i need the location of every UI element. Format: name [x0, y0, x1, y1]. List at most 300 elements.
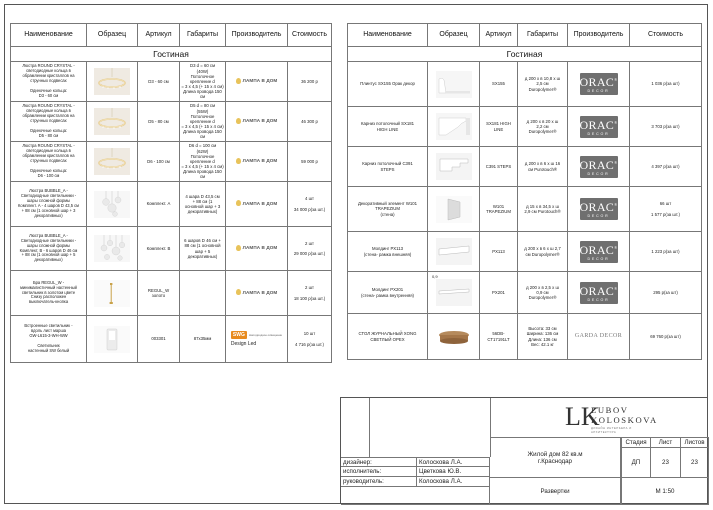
item-size-line: Потолочное крепление d	[190, 153, 215, 164]
table-header-row	[348, 24, 702, 47]
orac-decor-logo	[580, 282, 618, 304]
item-name-line: Комплект. B - 6 шаров D 46 см	[19, 247, 78, 253]
item-name-line: + 88 см (1 основной шар + 5	[21, 252, 76, 258]
item-article	[480, 107, 518, 147]
item-name-line: струнных подвесах	[30, 158, 67, 164]
orac-wordmark	[580, 241, 618, 257]
item-name-line: обрамлении кристаллов на	[22, 153, 75, 159]
product-photo	[436, 279, 472, 306]
orac-reg: ®	[614, 244, 618, 250]
item-size	[180, 102, 226, 142]
item-size-line: 4 шара D 43,5 см	[185, 193, 220, 199]
item-size-line: Ширина: 136 см	[526, 331, 559, 337]
item-cost-line: 1 577 р(за шт.)	[651, 211, 680, 217]
product-photo	[436, 71, 472, 98]
item-size-line: 2,5 см	[536, 81, 549, 87]
orac-reg: ®	[614, 77, 618, 82]
table-row	[348, 62, 702, 107]
item-cost	[630, 147, 702, 187]
profile-dimension: 0,9	[432, 274, 438, 279]
item-name-line: (стена- рамка внутренняя)	[361, 292, 414, 298]
sheets-value: 23	[681, 448, 709, 478]
item-name-line: Люстра ROUND CRYSTAL -	[22, 103, 75, 109]
item-name-line: HIGH LINE	[376, 126, 399, 132]
item-size-line: (62W)	[196, 148, 209, 154]
orac-wordmark	[580, 282, 618, 298]
item-name	[11, 62, 87, 102]
header-name: Наименование	[11, 24, 87, 47]
orac-main: ORAC	[579, 157, 615, 172]
item-size	[518, 107, 568, 147]
bulb-icon	[236, 289, 241, 295]
product-photo	[94, 68, 130, 95]
item-name-line: шары сложной формы	[26, 242, 70, 248]
product-photo	[94, 280, 130, 307]
header-cost: Стоимость	[288, 24, 332, 47]
item-article-line: PX113	[492, 248, 505, 254]
item-name	[11, 142, 87, 182]
bulb-icon	[236, 200, 241, 206]
item-size-line: д 200 х в 20 х ш	[526, 118, 559, 124]
sheet-label: Лист	[651, 437, 681, 448]
item-article	[480, 62, 518, 107]
item-size-line: D5 d = 80 см	[189, 103, 216, 109]
swg-mark: SWG	[232, 332, 245, 338]
product-photo	[436, 196, 472, 223]
item-cost	[288, 227, 332, 271]
item-name-line: светодиодные кольца в	[26, 68, 71, 74]
maker-name: ЛАМПА В ДОМ	[242, 118, 278, 124]
header-article: Артикул	[480, 24, 518, 47]
item-article-line: золото	[151, 293, 166, 298]
orac-wordmark	[580, 198, 618, 214]
item-size-line: = 3 x 4,5 (+ 15 x 4 см)	[181, 84, 224, 90]
product-photo	[436, 323, 472, 350]
item-name-line: D6 - 100 см	[37, 172, 60, 178]
product-photo	[94, 326, 130, 353]
item-name	[348, 62, 428, 107]
item-name-line: минималистичный настенный	[20, 284, 77, 290]
designer-name: Колоскова Л.А.	[417, 457, 490, 467]
item-article	[138, 142, 180, 182]
table-row	[348, 314, 702, 360]
item-size	[518, 272, 568, 314]
item-name-line: Декоративный элемент W101	[357, 201, 418, 207]
header-sample: Образец	[428, 24, 480, 47]
item-maker	[568, 147, 630, 187]
item-sample	[428, 147, 480, 187]
item-name-line: шары сложной формы	[26, 198, 70, 204]
item-article-line: SX155	[492, 81, 505, 87]
item-name-line: Молдинг PX113	[371, 246, 404, 252]
item-name	[348, 107, 428, 147]
empty-cell	[341, 487, 490, 505]
item-size-line: (40W)	[196, 68, 209, 74]
bulb-icon	[236, 158, 241, 164]
title-block	[340, 397, 708, 504]
project-line1: Жилой дом 82 кв.м	[527, 450, 583, 458]
item-size-line: шар + 5	[194, 248, 211, 254]
item-size-line: см Duropolymer®	[525, 251, 560, 257]
item-size-line: 0,9 см	[536, 289, 549, 295]
item-size-line: Duropolymer®	[528, 295, 557, 301]
item-cost	[630, 187, 702, 232]
table-row	[11, 102, 332, 142]
item-size	[180, 182, 226, 227]
item-size-line: + 88 см (1	[192, 198, 213, 204]
item-size	[180, 142, 226, 182]
section-title: Гостиная	[11, 47, 332, 62]
item-name	[11, 182, 87, 227]
item-size	[180, 271, 226, 316]
item-article	[138, 102, 180, 142]
item-size-line	[181, 290, 224, 295]
section-row	[11, 47, 332, 62]
product-photo	[94, 108, 130, 135]
maker-name: ЛАМПА В ДОМ	[242, 289, 278, 295]
item-size-line: д 200 х в 6 х ш 2,7	[524, 246, 561, 252]
brand-logo	[557, 400, 657, 436]
header-name: Наименование	[348, 24, 428, 47]
item-cost	[630, 107, 702, 147]
table-row	[348, 272, 702, 314]
header-size: Габариты	[180, 24, 226, 47]
orac-reg: ®	[614, 159, 618, 165]
item-size	[180, 62, 226, 102]
swg-tagline: светодиодное освещение	[248, 332, 283, 337]
orac-main: ORAC	[579, 283, 615, 298]
item-name	[348, 147, 428, 187]
item-cost	[630, 232, 702, 272]
item-name-line: (стена)	[380, 211, 395, 217]
item-name-line: СТОЛ ЖУРНАЛЬНЫЙ XONG	[358, 331, 417, 337]
item-cost	[288, 62, 332, 102]
item-name-line: + 88 см (1 основной шар + 3	[21, 207, 76, 213]
table-row	[11, 271, 332, 316]
item-name-line: обрамлении кристаллов на	[22, 73, 75, 79]
item-sample	[428, 107, 480, 147]
item-article-line: D6 - 100 см	[147, 158, 170, 164]
product-photo	[436, 238, 472, 265]
item-cost	[288, 102, 332, 142]
item-maker	[226, 142, 288, 182]
item-name-line: STEPS	[380, 166, 395, 172]
orac-sub: DECOR	[587, 89, 610, 93]
item-name	[11, 227, 87, 271]
item-maker	[568, 107, 630, 147]
item-name-line: Люстра ROUND CRYSTAL -	[22, 63, 75, 69]
table-row	[348, 232, 702, 272]
item-maker	[226, 227, 288, 271]
item-name-line: (стена- рамка внешняя)	[363, 251, 412, 257]
item-cost-line: 46 300 р	[301, 118, 318, 124]
item-cost	[288, 142, 332, 182]
item-size-line: D6 d = 100 см	[188, 143, 217, 149]
product-photo	[436, 153, 472, 180]
item-article	[138, 271, 180, 316]
orac-decor-logo	[580, 156, 618, 178]
item-cost-line: 295 р(за шт)	[653, 289, 678, 295]
item-size-line: 88 см (1 основной	[184, 243, 221, 249]
item-sample	[428, 314, 480, 360]
orac-main: ORAC	[579, 200, 615, 214]
orac-wordmark	[580, 73, 618, 89]
item-article-line: D3 - 60 см	[148, 78, 169, 84]
table-row	[11, 142, 332, 182]
item-article-line: W101	[492, 203, 505, 209]
item-name-line: СВЕТЛЫЙ ОРЕХ	[370, 336, 405, 342]
item-article	[138, 182, 180, 227]
item-cost-line: 10 шт	[303, 331, 316, 337]
maker-name: ЛАМПА В ДОМ	[242, 158, 278, 164]
item-size	[518, 232, 568, 272]
header-maker: Производитель	[568, 24, 630, 47]
item-cost	[288, 182, 332, 227]
item-cost	[630, 314, 702, 360]
item-article-line: 56DB-	[492, 331, 505, 337]
section-title: Гостиная	[348, 47, 702, 62]
item-cost	[288, 316, 332, 363]
swg-logo-row	[231, 331, 282, 339]
item-size-line: Длина провода 150 см	[183, 89, 222, 100]
item-name-line: TRAPEZIUM	[375, 206, 400, 212]
item-name-line: струнных подвесах	[30, 118, 67, 124]
item-maker	[568, 314, 630, 360]
swg-logo	[231, 331, 282, 347]
item-article	[480, 314, 518, 360]
item-sample	[87, 142, 138, 182]
item-cost-line: 4 397 р(за шт)	[651, 163, 680, 169]
item-cost-line: 69 760 р(за шт)	[650, 333, 681, 339]
item-size-line: д 200 х в 2,5 х ш	[526, 284, 559, 290]
item-article	[480, 187, 518, 232]
item-sample	[428, 62, 480, 107]
item-cost-line: 2 шт	[305, 240, 314, 246]
item-name-line: Карниз потолочный SX181	[360, 121, 415, 127]
item-cost-line: 18 100 р(за шт.)	[293, 295, 326, 301]
item-cost-line: 1 036 р(за шт)	[651, 81, 680, 87]
item-article-line: CT17191LT	[487, 336, 510, 342]
table-row	[348, 147, 702, 187]
lamp-v-dom-logo	[236, 200, 278, 206]
table-row	[348, 107, 702, 147]
item-size	[518, 147, 568, 187]
item-size-line: Потолочное крепление d	[190, 73, 215, 84]
product-photo	[94, 235, 130, 262]
item-name-line: светодиодные кольца в	[26, 148, 71, 154]
item-sample	[87, 102, 138, 142]
item-size-line: Вес: 42.1 кг	[531, 341, 554, 347]
item-article	[480, 147, 518, 187]
item-article-line: PX201	[492, 289, 505, 295]
item-name-line: D3 - 60 см	[38, 92, 59, 98]
item-maker	[568, 232, 630, 272]
item-name-line: светильник в золотом цвете	[21, 289, 76, 295]
maker-name: Design Led	[230, 341, 257, 347]
orac-wordmark	[580, 116, 618, 132]
brand-monogram: LK	[565, 402, 600, 431]
maker-name: ЛАМПА В ДОМ	[242, 78, 278, 84]
item-article-line: LINE	[493, 126, 504, 132]
item-size	[180, 316, 226, 363]
item-cost-line: 1 223 р(за шт)	[651, 248, 680, 254]
item-size-line: Длина: 136 см	[528, 336, 557, 342]
item-size-line: = 3 x 4,5 (+ 15 x 4 см)	[181, 164, 224, 170]
stage-label: Стадия	[621, 437, 651, 448]
item-name-line: светодиодные кольца в	[26, 108, 71, 114]
item-name-line: вдоль лист марша	[30, 328, 67, 334]
header-article: Артикул	[138, 24, 180, 47]
item-size-line: Высота: 33 см	[528, 326, 557, 332]
item-sample	[87, 62, 138, 102]
decor-spec-table	[347, 23, 702, 360]
lamp-v-dom-logo	[236, 289, 278, 295]
head-label: руководитель:	[341, 477, 417, 487]
item-name-line: обрамлении кристаллов на	[22, 113, 75, 119]
bulb-icon	[236, 245, 241, 251]
item-cost-line: 3 703 р(за шт)	[651, 123, 680, 129]
item-sample	[87, 227, 138, 271]
item-cost-line: 29 000 р(за шт.)	[293, 251, 326, 257]
item-cost-line: 34 000 р(за шт.)	[293, 206, 326, 212]
sheets-label: Листов	[681, 437, 709, 448]
item-size-line: 2,2 см	[536, 123, 549, 129]
item-cost	[630, 272, 702, 314]
maker-name: ЛАМПА В ДОМ	[242, 245, 278, 251]
item-sample	[87, 182, 138, 227]
item-article-line: 003301	[151, 336, 166, 342]
item-size-line: Duropolymer®	[528, 86, 557, 92]
item-size-line: Длина провода 150 см	[183, 129, 222, 140]
header-size: Габариты	[518, 24, 568, 47]
item-article-line: TRAPEZIUM	[486, 209, 511, 214]
orac-reg: ®	[614, 202, 618, 207]
item-name-line: Одиночные кольца:	[29, 87, 68, 93]
drawing-title: Развертки	[490, 478, 621, 505]
lamp-v-dom-logo	[236, 118, 278, 124]
item-name-line: Карниз потолочный C391	[362, 161, 413, 167]
item-size-line: 6 шаров D 46 см +	[184, 238, 221, 244]
item-size-line: Длина провода 150 см	[183, 169, 222, 180]
item-maker	[226, 271, 288, 316]
item-maker	[568, 62, 630, 107]
item-size-line: д 200 х в 10,8 х ш	[524, 76, 561, 82]
item-cost-line: 4 шт	[305, 196, 314, 202]
lighting-spec-table	[10, 23, 332, 363]
drawing-scale: М 1:50	[621, 478, 709, 505]
orac-sub: DECOR	[587, 297, 610, 302]
item-article-line: Комплект. B	[146, 245, 171, 251]
bulb-icon	[236, 78, 241, 84]
orac-sub: DECOR	[587, 131, 610, 136]
orac-main: ORAC	[579, 117, 615, 132]
sheet-value: 23	[651, 448, 681, 478]
item-name-line: струнных подвесах	[30, 78, 67, 84]
item-sample	[87, 271, 138, 316]
item-name-line: Люстра ROUND CRYSTAL -	[22, 143, 75, 149]
orac-decor-logo	[580, 198, 618, 220]
orac-reg: ®	[614, 119, 618, 125]
executor-name: Цветкова Ю.В.	[417, 467, 490, 477]
item-size-line: = 3 x 4,5 (+ 15 x 4 см)	[181, 124, 224, 130]
orac-sub: DECOR	[587, 214, 610, 218]
designer-label: дизайнер:	[341, 457, 417, 467]
item-size-line: декоративных)	[187, 209, 218, 215]
item-name	[348, 232, 428, 272]
item-name-line: Комплект. A - 4 шаров D 43,5 см	[18, 203, 79, 208]
orac-decor-logo	[580, 241, 618, 263]
project-line2: г.Краснодар	[537, 457, 572, 465]
item-name-line: Снизу расположен	[30, 294, 67, 300]
item-size-line: д 15 х в 34,5 х ш	[526, 203, 559, 209]
item-size-line: декоративных)	[187, 253, 218, 259]
item-name-line: Одиночные кольца:	[29, 127, 68, 133]
item-article	[138, 227, 180, 271]
item-name-line: Одиночные кольца:	[29, 167, 68, 173]
item-size-line: D3 d = 60 см	[189, 63, 216, 69]
header-sample: Образец	[87, 24, 138, 47]
item-name-line: Светодиодные светильники -	[20, 237, 77, 243]
item-name	[11, 102, 87, 142]
item-size-line: Потолочное крепление d	[190, 113, 215, 124]
maker-name: ЛАМПА В ДОМ	[242, 200, 278, 206]
item-maker	[568, 187, 630, 232]
product-photo	[94, 191, 130, 218]
orac-sub: DECOR	[587, 256, 610, 261]
table-row	[11, 227, 332, 271]
item-article	[138, 62, 180, 102]
item-size-line: см Purotouch®	[527, 166, 558, 172]
header-maker: Производитель	[226, 24, 288, 47]
item-name-line: Люстра BUBBLE_A -	[29, 232, 68, 238]
brand-last-name: KOLOSKOVA	[591, 415, 658, 425]
lamp-v-dom-logo	[236, 245, 278, 251]
item-cost-line: 59 000 р	[301, 158, 318, 164]
brand-tagline: ДИЗАЙН ИНТЕРЬЕРА И АРХИТЕКТУРА	[591, 426, 632, 434]
lamp-v-dom-logo	[236, 78, 278, 84]
item-size-line: д 200 х в 6 х ш 16	[524, 161, 561, 167]
item-size	[518, 314, 568, 360]
item-article-line: REGUL_W	[147, 287, 170, 293]
item-name-line: декоративных)	[34, 257, 63, 263]
item-name-line: выключатель-кнопка	[28, 299, 69, 305]
item-size-line: 2,9 см Purotouch®	[524, 209, 561, 214]
item-size-line: основной шар + 3	[184, 204, 221, 209]
table-row	[11, 316, 332, 363]
item-name-line: GW-L615-3-WH-WW	[29, 333, 68, 339]
item-size-line: (55W)	[196, 108, 209, 114]
executor-label: исполнитель:	[341, 467, 417, 477]
item-maker	[226, 316, 288, 363]
item-size	[518, 62, 568, 107]
item-size	[180, 227, 226, 271]
item-sample	[428, 272, 480, 314]
item-cost	[630, 62, 702, 107]
header-cost: Стоимость	[630, 24, 702, 47]
item-article-line: C391 STEPS	[485, 163, 512, 169]
item-name-line: Люстра BUBBLE_A -	[29, 188, 68, 194]
item-sample	[87, 316, 138, 363]
orac-reg: ®	[614, 285, 618, 291]
orac-main: ORAC	[579, 75, 615, 89]
item-maker	[568, 272, 630, 314]
item-name-line: Встроенные светильник -	[24, 323, 73, 329]
table-row	[11, 62, 332, 102]
project-title	[490, 437, 621, 478]
orac-wordmark	[580, 156, 618, 172]
garda-decor-logo: GARDA DECOR	[574, 332, 623, 339]
orac-decor-logo	[580, 73, 618, 95]
